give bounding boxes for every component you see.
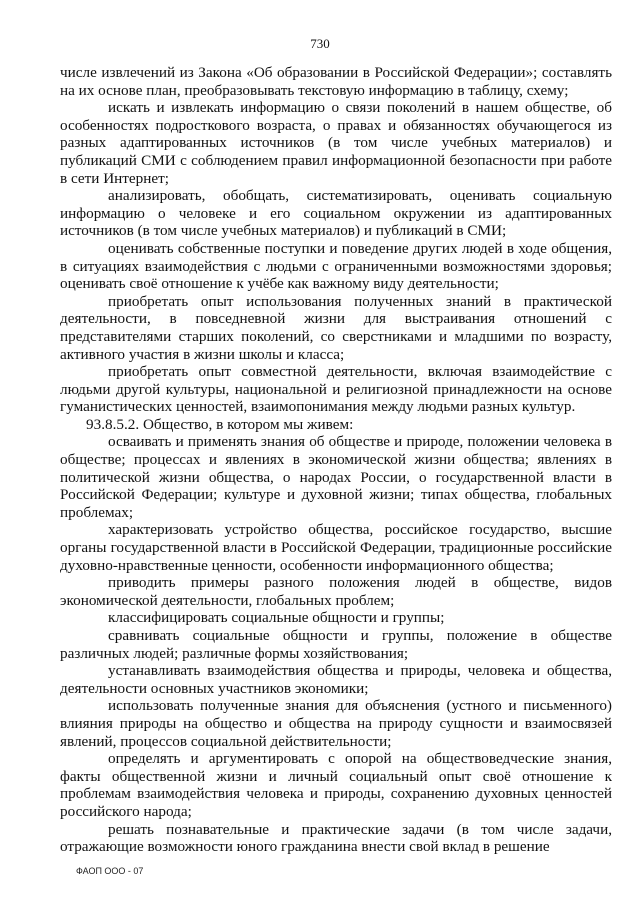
paragraph: сравнивать социальные общности и группы, положение в обществе различных людей; различные формы хозяйствования;: [60, 627, 612, 662]
paragraph: осваивать и применять знания об обществе и природе, положении человека в обществе; процессах и явлениях в экономической жизни общества; явлениях в политической жизни общества, о народах России, о государственной власти в Российской Федерации; культуре и духовной жизни; типах общества, глобальных проблемах;: [60, 433, 612, 521]
paragraph: определять и аргументировать с опорой на обществоведческие знания, факты общественной жизни и личный социальный опыт своё отношение к проблемам взаимодействия человека и природы, сохранению духовных ценностей российского народа;: [60, 750, 612, 820]
section-heading: 93.8.5.2. Общество, в котором мы живем:: [86, 415, 354, 433]
paragraph: приобретать опыт совместной деятельности, включая взаимодействие с людьми другой культуры, национальной и религиозной принадлежности на основе гуманистических ценностей, взаимопонимания между людьми разных культур.: [60, 363, 612, 416]
paragraph: использовать полученные знания для объяснения (устного и письменного) влияния природы на общество и общества на природу сущности и взаимосвязей явлений, процессов социальной действительности;: [60, 697, 612, 750]
paragraph: числе извлечений из Закона «Об образовании в Российской Федерации»; составлять на их основе план, преобразовывать текстовую информацию в таблицу, схему;: [60, 64, 612, 99]
paragraph: анализировать, обобщать, систематизировать, оценивать социальную информацию о человеке и его социальном окружении из адаптированных источников (в том числе учебных материалов) и публикаций в СМИ;: [60, 187, 612, 240]
paragraph: классифицировать социальные общности и группы;: [108, 609, 445, 627]
paragraph: оценивать собственные поступки и поведение других людей в ходе общения, в ситуациях взаимодействия с людьми с ограниченными возможностями здоровья; оценивать своё отношение к учёбе как важному виду деятельности;: [60, 239, 612, 293]
paragraph: приобретать опыт использования полученных знаний в практической деятельности, в повседневной жизни для выстраивания отношений с представителями старших поколений, со сверстниками и младшими по возрасту, активного участия в жизни школы и класса;: [60, 292, 612, 363]
paragraph: устанавливать взаимодействия общества и природы, человека и общества, деятельности основных участников экономики;: [60, 662, 612, 697]
paragraph: искать и извлекать информацию о связи поколений в нашем обществе, об особенностях подросткового возраста, о правах и обязанностях обучающегося из разных адаптированных источников (в том числе учебных материалов) и публикаций СМИ с соблюдением правил информационной безопасности при работе в сети Интернет;: [60, 99, 612, 187]
paragraph: приводить примеры разного положения людей в обществе, видов экономической деятельности, глобальных проблем;: [60, 574, 612, 609]
footer-document-code: ФАОП ООО - 07: [76, 866, 144, 876]
document-body: [60, 64, 612, 856]
page-number: 730: [310, 36, 330, 51]
paragraph: характеризовать устройство общества, российское государство, высшие органы государственной власти в Российской Федерации, традиционные российские духовно-нравственные ценности, особенности информационного общества;: [60, 521, 612, 574]
paragraph: решать познавательные и практические задачи (в том числе задачи, отражающие возможности юного гражданина внести свой вклад в решение: [60, 820, 612, 856]
